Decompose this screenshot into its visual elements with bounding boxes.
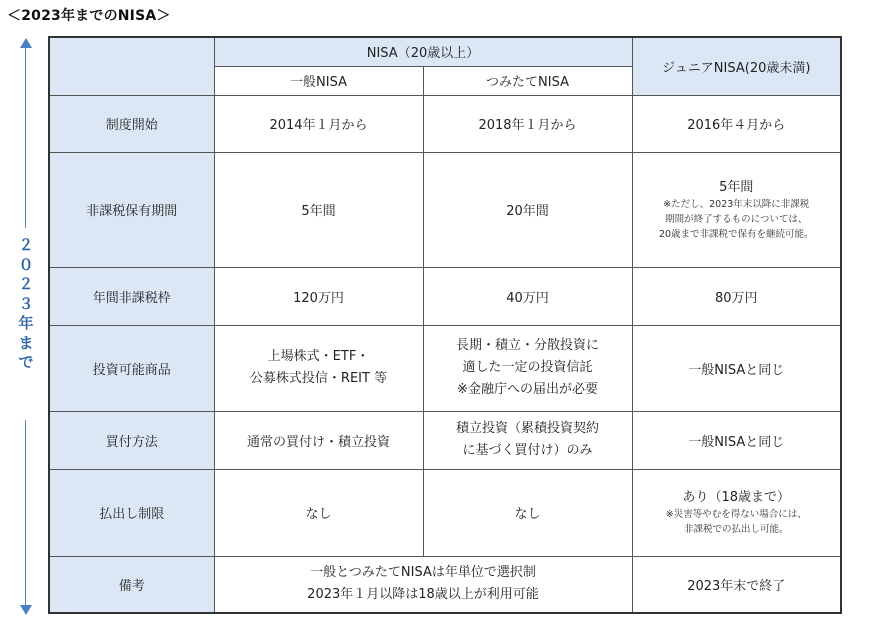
- cell-general: 2014年１月から: [214, 95, 423, 152]
- row-label: 備考: [49, 556, 214, 613]
- cell-tsumitate: 積立投資（累積投資契約 に基づく買付け）のみ: [423, 411, 632, 469]
- header-tsumitate: つみたてNISA: [423, 66, 632, 95]
- cell-tsumitate: 20年間: [423, 152, 632, 267]
- table-row: [49, 267, 841, 325]
- cell-junior-main: あり（18歳まで）: [682, 490, 791, 505]
- timeline-line-bottom: [25, 420, 26, 608]
- row-label: 非課税保有期間: [49, 152, 214, 267]
- cell-tsumitate: なし: [423, 469, 632, 556]
- cell-merged-remarks: 一般とつみたてNISAは年単位で選択制 2023年１月以降は18歳以上が利用可能: [214, 556, 632, 613]
- cell-junior: 2016年４月から: [632, 95, 841, 152]
- row-label: 年間非課税枠: [49, 267, 214, 325]
- cell-junior-note-1: ※災害等やむを得ない場合には、: [665, 509, 807, 520]
- cell-general: 5年間: [214, 152, 423, 267]
- table-row: [49, 556, 841, 613]
- page-title: ＜2023年までのNISA＞: [7, 8, 171, 24]
- cell-tsumitate: 40万円: [423, 267, 632, 325]
- cell-junior: 一般NISAと同じ: [632, 325, 841, 411]
- table-row: [49, 325, 841, 411]
- header-general: 一般NISA: [214, 66, 423, 95]
- table-row: [49, 152, 841, 267]
- cell-tsumitate: 2018年１月から: [423, 95, 632, 152]
- timeline-line-top: [25, 46, 26, 228]
- header-nisa-group: NISA（20歳以上）: [214, 37, 632, 66]
- cell-junior: [632, 152, 841, 267]
- cell-junior: [632, 469, 841, 556]
- row-label: 制度開始: [49, 95, 214, 152]
- cell-junior-note-2: 期間が終了するものについては、: [665, 213, 808, 225]
- row-label: 投資可能商品: [49, 325, 214, 411]
- cell-tsumitate: 長期・積立・分散投資に 適した一定の投資信託 ※金融庁への届出が必要: [423, 325, 632, 411]
- cell-general: なし: [214, 469, 423, 556]
- arrow-down-icon: [20, 605, 32, 615]
- header-corner: [49, 37, 214, 95]
- table-row: [49, 95, 841, 152]
- arrow-up-icon: [20, 38, 32, 48]
- timeline-indicator: [14, 38, 38, 615]
- cell-junior-note-1: ※ただし、2023年末以降に非課税: [663, 198, 810, 210]
- cell-junior: 一般NISAと同じ: [632, 411, 841, 469]
- cell-junior: 2023年末で終了: [632, 556, 841, 613]
- timeline-label: ２ ０ ２ ３ 年 ま で: [18, 236, 34, 371]
- cell-general: 通常の買付け・積立投資: [214, 411, 423, 469]
- cell-junior-main: 5年間: [719, 179, 754, 195]
- cell-junior: 80万円: [632, 267, 841, 325]
- row-label: 買付方法: [49, 411, 214, 469]
- header-junior: ジュニアNISA(20歳未満): [632, 37, 841, 95]
- table-row: [49, 469, 841, 556]
- row-label: 払出し制限: [49, 469, 214, 556]
- table-row: [49, 411, 841, 469]
- cell-general: 上場株式・ETF・ 公募株式投信・REIT 等: [214, 325, 423, 411]
- cell-junior-note-3: 20歳まで非課税で保有を継続可能。: [658, 228, 814, 240]
- cell-junior-note-2: 非課税での払出し可能。: [683, 524, 789, 535]
- nisa-comparison-table: [48, 36, 842, 614]
- cell-general: 120万円: [214, 267, 423, 325]
